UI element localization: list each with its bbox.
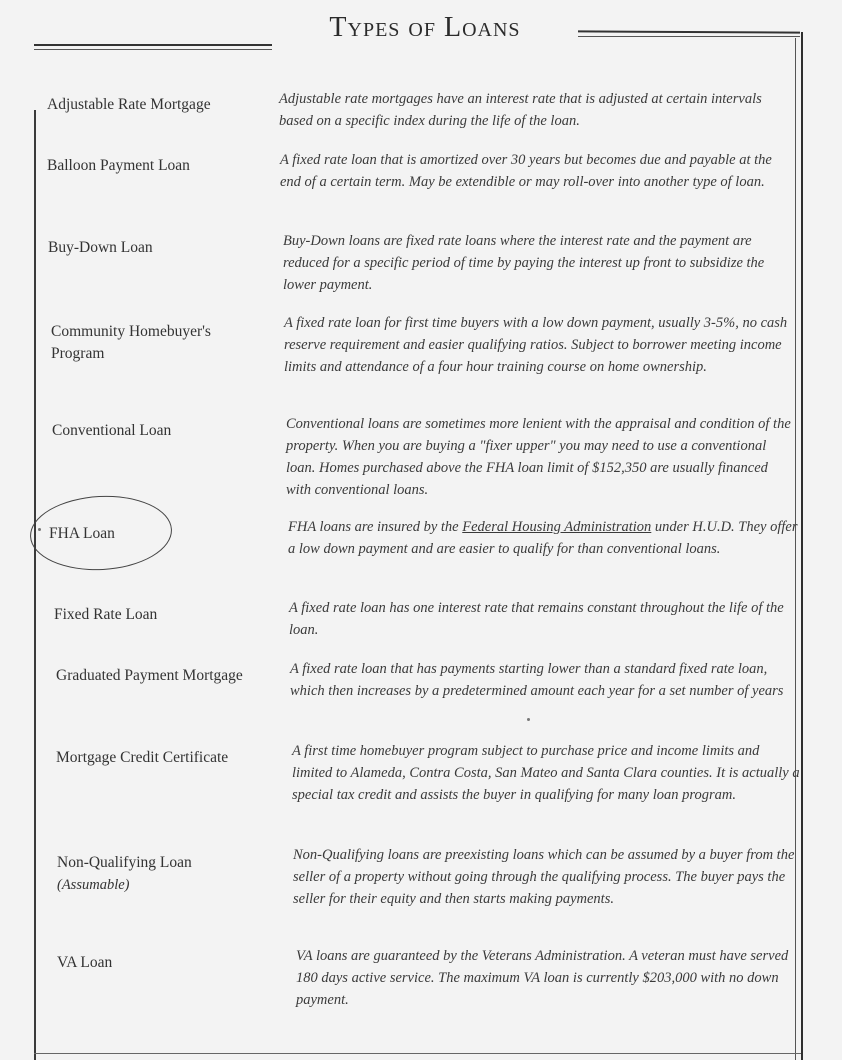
loan-definition: Non-Qualifying loans are preexisting loans which can be assumed by a buyer from the seller of a property without going through the qualifying process. The buyer pays the seller for their equity and then starts making payments. (293, 847, 795, 907)
loan-definition: A fixed rate loan has one interest rate that remains constant throughout the life of the loan. (289, 600, 784, 638)
loan-definition: Buy-Down loans are fixed rate loans where the interest rate and the payment are reduced for a specific period of time by paying the interest up front to subsidize the lower payment. (283, 233, 765, 293)
loan-term: Community Homebuyer's Program (51, 323, 211, 362)
page-border-bottom (34, 1053, 801, 1054)
page-border-left (34, 110, 36, 1060)
loan-term: Fixed Rate Loan (54, 606, 158, 623)
loan-term: Balloon Payment Loan (47, 157, 190, 174)
loan-definition: Adjustable rate mortgages have an interest rate that is adjusted at certain intervals based on a specific index during the life of the loan. (279, 91, 762, 129)
definition-text: under H.U.D. They offer a low down payment and are easier to qualify for than conventional loans. (288, 519, 798, 557)
loan-definition: A fixed rate loan that is amortized over 30 years but becomes due and payable at the end of a certain term. May be extendible or may roll-over into another type of loan. (280, 152, 772, 190)
loan-term-note: (Assumable) (57, 877, 130, 893)
definition-text: FHA loans are insured by the (288, 519, 463, 535)
scan-speck (38, 528, 41, 531)
title-rule-right (578, 30, 800, 33)
loan-term: VA Loan (57, 954, 113, 971)
loan-term: Graduated Payment Mortgage (56, 667, 243, 684)
loan-term: Conventional Loan (52, 422, 172, 439)
scan-speck (527, 718, 530, 721)
loan-definition: A first time homebuyer program subject to purchase price and income limits and limited to Alameda, Contra Costa, San Mateo and Santa Clara counties. It is actually a special tax credit and assists the buyer in qualifying for many loan program. (292, 743, 800, 803)
title-rule-right-inner (578, 36, 800, 37)
loan-definition: Conventional loans are sometimes more lenient with the appraisal and condition of the property. When you are buying a "fixer upper" you may need to use a conventional loan. Homes purchased above the FHA loan limit of $152,350 are usually financed with conventional loans. (286, 416, 791, 498)
loan-term: Adjustable Rate Mortgage (47, 96, 211, 113)
page-title: Types of Loans (329, 12, 521, 43)
title-rule-left (34, 44, 272, 46)
loan-definition: A fixed rate loan that has payments starting lower than a standard fixed rate loan, which then increases by a predetermined amount each year for a set number of years (290, 661, 784, 699)
loan-definition: VA loans are guaranteed by the Veterans Administration. A veteran must have served 180 days active service. The maximum VA loan is currently $203,000 with no down payment. (296, 948, 789, 1008)
agency-name: Federal Housing Administration (462, 519, 652, 535)
loan-term: Buy-Down Loan (48, 239, 153, 256)
title-rule-left-inner (34, 49, 272, 50)
loan-definition (288, 516, 798, 560)
loan-term: Mortgage Credit Certificate (56, 749, 229, 766)
loan-term: FHA Loan (49, 525, 115, 542)
loan-term (57, 852, 192, 896)
loan-term-label: Non-Qualifying Loan (57, 854, 192, 871)
loan-definition: A fixed rate loan for first time buyers with a low down payment, usually 3-5%, no cash reserve requirement and easier qualifying ratios. Subject to borrower meeting income limits and attendance of a four hour training course on home ownership. (284, 315, 788, 375)
